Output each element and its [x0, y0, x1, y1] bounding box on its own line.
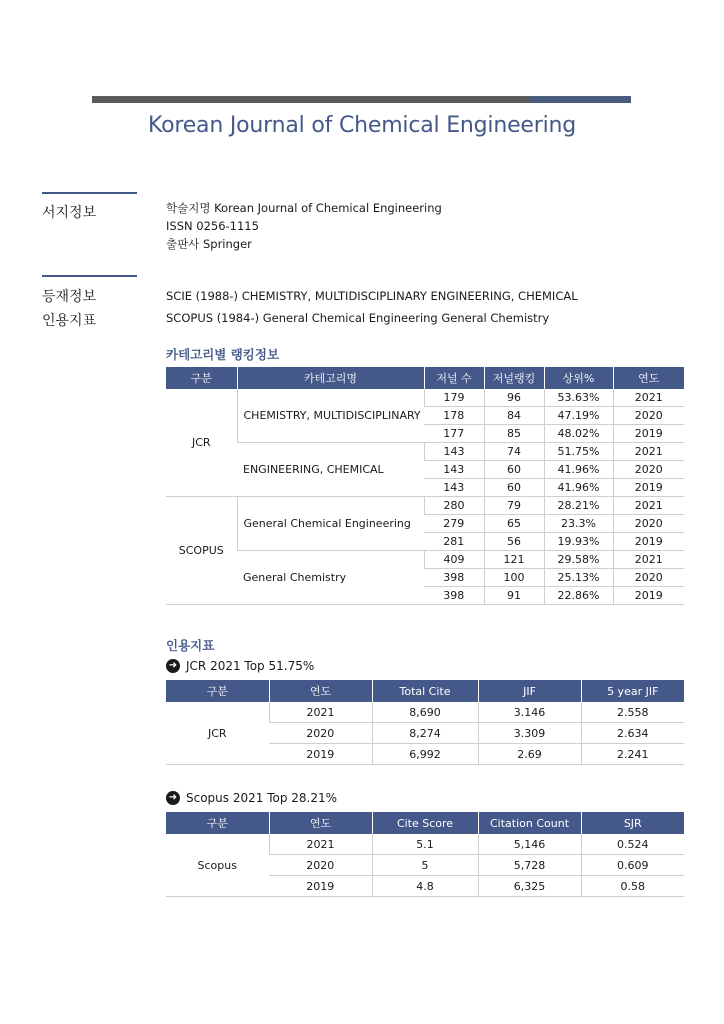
- jcr-total-cite: 8,690: [372, 702, 478, 723]
- scopus-header-row: [166, 812, 684, 834]
- indexing-scopus: SCOPUS (1984-) General Chemical Engineering General Chemistry: [166, 311, 550, 325]
- ranking-journal-count: 409: [424, 551, 484, 569]
- scopus-header-type: 구분: [166, 812, 269, 834]
- ranking-top-percent: 48.02%: [544, 425, 613, 443]
- ranking-journal-count: 281: [424, 533, 484, 551]
- table-row: [166, 834, 684, 855]
- table-row: [166, 497, 684, 515]
- ranking-journal-count: 143: [424, 461, 484, 479]
- indexing-label: 등재정보: [42, 289, 97, 305]
- scopus-header-cite-score: Cite Score: [372, 812, 478, 834]
- ranking-table: [166, 367, 684, 605]
- ranking-year: 2019: [613, 425, 684, 443]
- jcr-total-cite: 8,274: [372, 723, 478, 744]
- scopus-heading-text: Scopus 2021 Top 28.21%: [186, 791, 338, 805]
- ranking-top-percent: 22.86%: [544, 587, 613, 605]
- ranking-year: 2019: [613, 587, 684, 605]
- ranking-journal-count: 177: [424, 425, 484, 443]
- ranking-header-year: 연도: [613, 367, 684, 389]
- jcr-table: [166, 680, 684, 765]
- ranking-journal-rank: 85: [484, 425, 544, 443]
- ranking-journal-count: 178: [424, 407, 484, 425]
- ranking-header-category: 카테고리명: [237, 367, 424, 389]
- scopus-table: [166, 812, 684, 897]
- ranking-journal-count: 143: [424, 443, 484, 461]
- jcr-header-year: 연도: [269, 680, 372, 702]
- jcr-5year-jif: 2.634: [581, 723, 684, 744]
- ranking-category-name: ENGINEERING, CHEMICAL: [237, 443, 424, 497]
- scopus-year: 2019: [269, 876, 372, 897]
- jcr-5year-jif: 2.558: [581, 702, 684, 723]
- ranking-title: 카테고리별 랭킹정보: [166, 347, 280, 362]
- ranking-journal-rank: 96: [484, 389, 544, 407]
- ranking-journal-rank: 100: [484, 569, 544, 587]
- ranking-category-name: General Chemistry: [237, 551, 424, 605]
- ranking-year: 2019: [613, 533, 684, 551]
- ranking-category-name: General Chemical Engineering: [237, 497, 424, 551]
- scopus-cite-score: 5.1: [372, 834, 478, 855]
- citation-label: 인용지표: [42, 313, 97, 329]
- arrow-right-circle-icon: ➜: [166, 659, 180, 673]
- ranking-category-name: CHEMISTRY, MULTIDISCIPLINARY: [237, 389, 424, 443]
- jcr-jif: 2.69: [478, 744, 581, 765]
- ranking-journal-rank: 60: [484, 479, 544, 497]
- ranking-top-percent: 28.21%: [544, 497, 613, 515]
- scopus-cite-score: 5: [372, 855, 478, 876]
- ranking-journal-rank: 65: [484, 515, 544, 533]
- bib-issn: ISSN 0256-1115: [166, 219, 259, 233]
- bib-rule: [42, 192, 137, 194]
- ranking-header-type: 구분: [166, 367, 237, 389]
- scopus-header-year: 연도: [269, 812, 372, 834]
- scopus-sjr: 0.609: [581, 855, 684, 876]
- ranking-journal-rank: 79: [484, 497, 544, 515]
- ranking-year: 2020: [613, 515, 684, 533]
- ranking-journal-count: 398: [424, 587, 484, 605]
- ranking-journal-rank: 60: [484, 461, 544, 479]
- jcr-year: 2020: [269, 723, 372, 744]
- scopus-year: 2021: [269, 834, 372, 855]
- citation-title: 인용지표: [166, 638, 215, 653]
- indexing-scie: SCIE (1988-) CHEMISTRY, MULTIDISCIPLINARY ENGINEERING, CHEMICAL: [166, 289, 578, 303]
- scopus-sjr: 0.58: [581, 876, 684, 897]
- ranking-group-name: JCR: [166, 389, 237, 497]
- ranking-year: 2020: [613, 407, 684, 425]
- ranking-header-top-percent: 상위%: [544, 367, 613, 389]
- ranking-top-percent: 23.3%: [544, 515, 613, 533]
- ranking-year: 2021: [613, 389, 684, 407]
- bib-publisher: 출판사 Springer: [166, 237, 252, 251]
- ranking-top-percent: 29.58%: [544, 551, 613, 569]
- ranking-top-percent: 53.63%: [544, 389, 613, 407]
- top-bar-accent: [529, 96, 631, 103]
- bib-info: [166, 199, 442, 253]
- ranking-year: 2021: [613, 443, 684, 461]
- ranking-top-percent: 19.93%: [544, 533, 613, 551]
- table-row: [166, 551, 684, 569]
- ranking-top-percent: 25.13%: [544, 569, 613, 587]
- page-title: Korean Journal of Chemical Engineering: [147, 113, 577, 138]
- table-row: [166, 702, 684, 723]
- ranking-header-journal-rank: 저널랭킹: [484, 367, 544, 389]
- scopus-sjr: 0.524: [581, 834, 684, 855]
- jcr-heading: [166, 659, 314, 673]
- ranking-header-journal-count: 저널 수: [424, 367, 484, 389]
- scopus-header-citation-count: Citation Count: [478, 812, 581, 834]
- scopus-citation-count: 5,728: [478, 855, 581, 876]
- table-row: [166, 443, 684, 461]
- ranking-top-percent: 51.75%: [544, 443, 613, 461]
- jcr-jif: 3.309: [478, 723, 581, 744]
- scopus-header-sjr: SJR: [581, 812, 684, 834]
- ranking-year: 2020: [613, 461, 684, 479]
- jcr-5year-jif: 2.241: [581, 744, 684, 765]
- ranking-journal-count: 279: [424, 515, 484, 533]
- ranking-year: 2021: [613, 551, 684, 569]
- ranking-journal-count: 280: [424, 497, 484, 515]
- scopus-heading: [166, 791, 337, 805]
- top-bar: [92, 96, 631, 103]
- jcr-year: 2019: [269, 744, 372, 765]
- indexing-rule: [42, 275, 137, 277]
- bib-journal-name: 학술지명 Korean Journal of Chemical Engineering: [166, 201, 442, 215]
- arrow-right-circle-icon: ➜: [166, 791, 180, 805]
- ranking-journal-rank: 74: [484, 443, 544, 461]
- jcr-header-5year-jif: 5 year JIF: [581, 680, 684, 702]
- jcr-header-jif: JIF: [478, 680, 581, 702]
- ranking-top-percent: 47.19%: [544, 407, 613, 425]
- jcr-jif: 3.146: [478, 702, 581, 723]
- ranking-year: 2020: [613, 569, 684, 587]
- ranking-group-name: SCOPUS: [166, 497, 237, 605]
- scopus-citation-count: 6,325: [478, 876, 581, 897]
- scopus-group-name: Scopus: [166, 834, 269, 897]
- ranking-journal-rank: 84: [484, 407, 544, 425]
- bib-label: 서지정보: [42, 205, 97, 221]
- indexing-info: [166, 287, 578, 327]
- table-row: [166, 389, 684, 407]
- ranking-journal-rank: 121: [484, 551, 544, 569]
- jcr-header-type: 구분: [166, 680, 269, 702]
- ranking-year: 2021: [613, 497, 684, 515]
- jcr-header-row: [166, 680, 684, 702]
- ranking-top-percent: 41.96%: [544, 461, 613, 479]
- ranking-journal-count: 179: [424, 389, 484, 407]
- ranking-header-row: [166, 367, 684, 389]
- jcr-group-name: JCR: [166, 702, 269, 765]
- scopus-year: 2020: [269, 855, 372, 876]
- ranking-top-percent: 41.96%: [544, 479, 613, 497]
- scopus-citation-count: 5,146: [478, 834, 581, 855]
- jcr-year: 2021: [269, 702, 372, 723]
- ranking-year: 2019: [613, 479, 684, 497]
- ranking-journal-count: 398: [424, 569, 484, 587]
- jcr-header-total-cite: Total Cite: [372, 680, 478, 702]
- ranking-journal-rank: 56: [484, 533, 544, 551]
- jcr-heading-text: JCR 2021 Top 51.75%: [186, 659, 315, 673]
- jcr-total-cite: 6,992: [372, 744, 478, 765]
- scopus-cite-score: 4.8: [372, 876, 478, 897]
- ranking-journal-rank: 91: [484, 587, 544, 605]
- ranking-journal-count: 143: [424, 479, 484, 497]
